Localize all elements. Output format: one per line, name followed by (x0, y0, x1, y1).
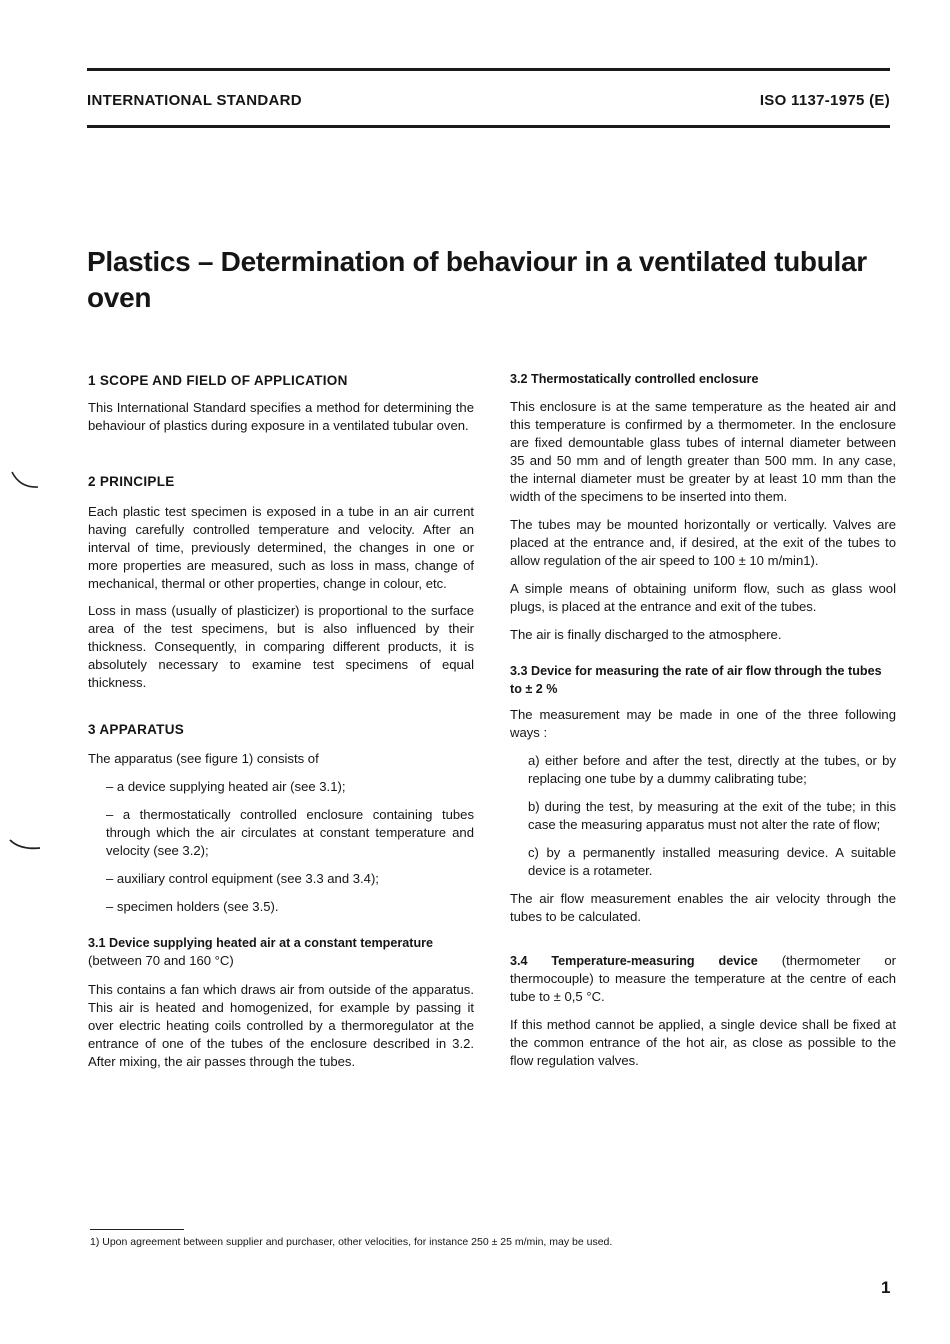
section-3-3-conclusion: The air flow measurement enables the air velocity through the tubes to be calculated. (510, 891, 896, 924)
list-item: – a thermostatically controlled enclosure containing tubes through which the air circulates at constant temperature and velocity (see 3.2); (106, 807, 474, 858)
header-rule (87, 125, 890, 128)
section-3-2-paragraph-4: The air is finally discharged to the atmosphere. (510, 627, 782, 642)
section-3-intro: The apparatus (see figure 1) consists of (88, 751, 319, 766)
section-3-3-intro: The measurement may be made in one of the three following ways : (510, 707, 896, 740)
section-3-2-paragraph-1: This enclosure is at the same temperature as the heated air and this temperature is confirmed by a thermometer. In the enclosure are fixed demountable glass tubes of internal diameter between 35 and 50 mm and of length greater than 500 mm. In any case, the internal diameter must be greater by at least 10 mm than the width of the specimens to be inserted into them. (510, 399, 896, 504)
list-item: – specimen holders (see 3.5). (106, 899, 279, 914)
section-3-4-paragraph-1 (510, 952, 896, 1006)
footnote-rule (90, 1229, 184, 1230)
margin-mark (8, 836, 42, 856)
list-item: – a device supplying heated air (see 3.1); (106, 779, 346, 794)
section-2-paragraph-2: Loss in mass (usually of plasticizer) is proportional to the surface area of the test specimens, but is also influenced by their thickness. Consequently, in comparing different products, it is absolutely necessary to examine test specimens of equal thickness. (88, 603, 474, 690)
section-2-heading: 2 PRINCIPLE (88, 474, 175, 489)
list-item: a) either before and after the test, directly at the tubes, or by replacing one tube by a dummy calibrating tube; (528, 753, 896, 786)
section-3-2-heading: 3.2 Thermostatically controlled enclosure (510, 372, 759, 386)
section-1-heading: 1 SCOPE AND FIELD OF APPLICATION (88, 373, 348, 388)
section-3-heading: 3 APPARATUS (88, 722, 185, 737)
list-item: – auxiliary control equipment (see 3.3 and 3.4); (106, 871, 379, 886)
page-number: 1 (881, 1278, 891, 1297)
section-2-paragraph-1: Each plastic test specimen is exposed in a tube in an air current having carefully controlled temperature and velocity. After an interval of time, previously determined, the changes in one or more properties are measured, such as loss in mass, change of mechanical, thermal or other properties, change in colour, etc. (88, 504, 474, 591)
list-item: b) during the test, by measuring at the exit of the tube; in this case the measuring apparatus must not alter the rate of flow; (528, 799, 896, 832)
section-3-4-heading: 3.4 Temperature-measuring device (510, 954, 758, 968)
top-rule (87, 68, 890, 71)
section-3-2-paragraph-3: A simple means of obtaining uniform flow, such as glass wool plugs, is placed at the entrance and exit of the tubes. (510, 581, 896, 614)
section-3-3-heading: 3.3 Device for measuring the rate of air flow through the tubes to ± 2 % (510, 664, 882, 696)
footnote: 1) Upon agreement between supplier and purchaser, other velocities, for instance 250 ± 25 m/min, may be used. (90, 1236, 613, 1248)
document-title: Plastics – Determination of behaviour in a ventilated tubular oven (87, 246, 867, 313)
header-document-number: ISO 1137-1975 (E) (759, 92, 890, 109)
header-standard-label: INTERNATIONAL STANDARD (87, 92, 302, 109)
list-item: c) by a permanently installed measuring device. A suitable device is a rotameter. (528, 845, 896, 878)
section-3-2-paragraph-2: The tubes may be mounted horizontally or vertically. Valves are placed at the entrance and, if desired, at the exit of the tubes to allow regulation of the air speed to 100 ± 10 m/min1). (510, 517, 896, 568)
margin-mark (10, 470, 40, 492)
left-column (88, 369, 474, 1071)
section-3-1-text: This contains a fan which draws air from outside of the apparatus. This air is heated and homogenized, for example by passing it over electric heating coils controlled by a thermoregulator at the entrance of one of the tubes of the enclosure described in 3.2. After mixing, the air passes through the tubes. (88, 982, 474, 1069)
section-1-text: This International Standard specifies a method for determining the behaviour of plastics during exposure in a ventilated tubular oven. (88, 400, 474, 433)
section-3-1-subheading: (between 70 and 160 °C) (88, 953, 234, 968)
section-3-4-text: (thermometer or thermocouple) to measure the temperature at the centre of each tube to ± 0,5 °C. (510, 953, 897, 1004)
section-3-4-paragraph-2: If this method cannot be applied, a single device shall be fixed at the common entrance of the hot air, as close as possible to the flow regulation valves. (510, 1017, 896, 1068)
right-column (510, 369, 896, 1070)
section-3-1-heading: 3.1 Device supplying heated air at a constant temperature (88, 936, 434, 950)
